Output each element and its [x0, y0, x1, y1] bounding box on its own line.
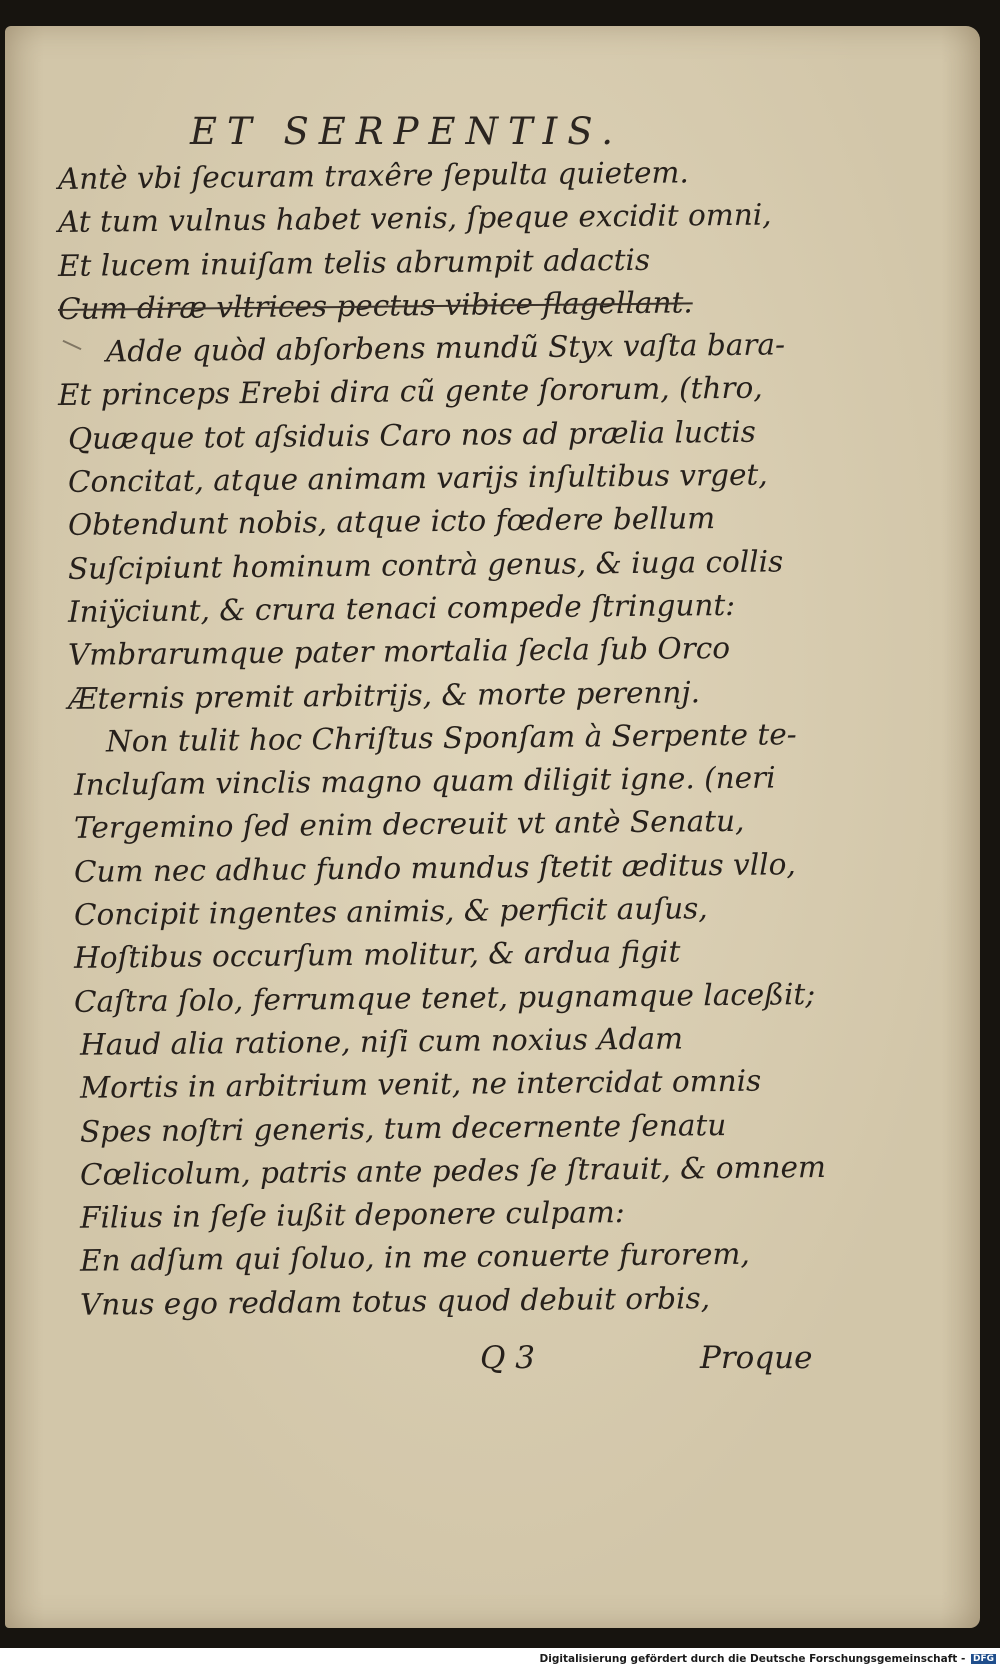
verse-line: Cum nec adhuc fundo mundus ſtetit æditus vllo, [73, 847, 796, 889]
catchword: Proque [700, 1340, 813, 1376]
verse-line: Vnus ego reddam totus quod debuit orbis, [79, 1280, 711, 1322]
verse-line: Tergemino ſed enim decreuit vt antè Senatu, [73, 804, 745, 846]
credit-text: Digitalisierung gefördert durch die Deutsche Forschungsgemeinschaft - [539, 1653, 966, 1665]
verse-line: Adde quòd abſorbens mundũ Styx vaſta bara- [105, 327, 786, 369]
page-footer [480, 1340, 595, 1376]
verse-line: Et lucem inuiſam telis abrumpit adactis [57, 242, 651, 283]
verse-line: Incluſam vinclis magno quam diligit igne. (neri [73, 760, 776, 802]
verse-line: Æternis premit arbitrijs, & morte perennj. [67, 674, 701, 716]
verse-line: Iniÿciunt, & crura tenaci compede ſtringunt: [67, 587, 736, 629]
signature-mark: Q 3 [480, 1340, 535, 1376]
verse-line: Obtendunt nobis, atque icto fœdere bellum [67, 501, 716, 543]
verse-text [57, 155, 958, 1327]
verse-line-struck: Cum diræ vltrices pectus vibice flagellant. [57, 285, 693, 326]
verse-line: Haud alia ratione, niſi cum noxius Adam [79, 1021, 684, 1062]
verse-line: Concitat, atque animam varijs inſultibus vrget, [67, 457, 768, 499]
verse-line: Concipit ingentes animis, & perficit auſus, [73, 891, 708, 932]
digitization-credit [540, 1653, 996, 1665]
verse-line: Quæque tot aſsiduis Caro nos ad prælia luctis [67, 414, 756, 456]
verse-line: En adſum qui ſoluo, in me conuerte furorem, [79, 1237, 750, 1279]
verse-line: Spes noſtri generis, tum decernente ſenatu [79, 1107, 727, 1149]
verse-line: Antè vbi ſecuram traxêre ſepulta quietem. [57, 155, 689, 196]
verse-line: Non tulit hoc Chriſtus Sponſam à Serpente te- [105, 717, 797, 759]
verse-line: Caſtra ſolo, ferrumque tenet, pugnamque laceßit; [73, 976, 816, 1019]
dfg-logo: DFG [972, 1654, 994, 1664]
verse-line: Hoſtibus occurſum molitur, & ardua figit [73, 934, 681, 976]
verse-line: Cœlicolum, patris ante pedes ſe ſtrauit, & omnem [79, 1149, 827, 1192]
verse-line: Filius in ſeſe iußit deponere culpam: [79, 1195, 625, 1235]
verse-line: Et princeps Erebi dira cũ gente ſororum, (thro, [57, 371, 763, 413]
verse-line: At tum vulnus habet venis, ſpeque excidit omni, [57, 197, 772, 240]
verse-line: Mortis in arbitrium venit, ne intercidat omnis [79, 1063, 762, 1106]
verse-line: Suſcipiunt hominum contrà genus, & iuga collis [67, 544, 784, 586]
running-head: ET SERPENTIS. [190, 110, 624, 153]
verse-line: Vmbrarumque pater mortalia ſecla ſub Orco [67, 631, 731, 673]
